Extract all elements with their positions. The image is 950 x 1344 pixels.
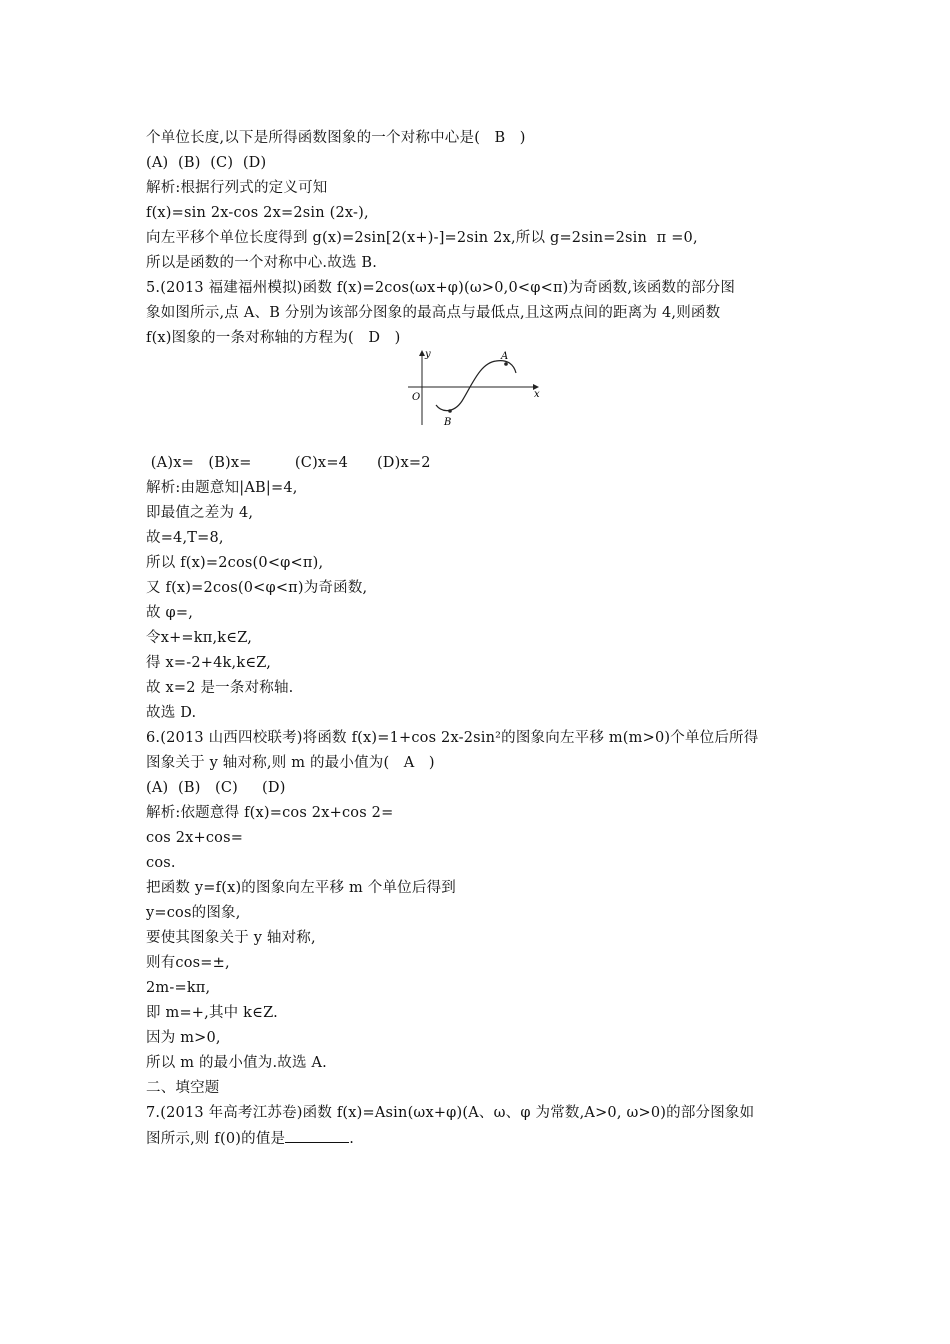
text-line: y=cos的图象, xyxy=(146,905,241,921)
section-heading: 二、填空题 xyxy=(146,1080,220,1096)
text-line: 故 x=2 是一条对称轴. xyxy=(146,680,294,696)
text-line: 解析:由题意知|AB|=4, xyxy=(146,480,298,496)
text-line: 解析:根据行列式的定义可知 xyxy=(146,180,328,196)
text-line: 7.(2013 年高考江苏卷)函数 f(x)=Asin(ωx+φ)(A、ω、φ 为常数,A>0, ω>0)的部分图象如 xyxy=(146,1105,755,1121)
text-line: (A) (B) (C) (D) xyxy=(146,155,267,171)
text-line: 即 m=+,其中 k∈Z. xyxy=(146,1005,278,1021)
y-axis-label: y xyxy=(425,349,431,360)
text-line: 因为 m>0, xyxy=(146,1030,221,1046)
text-line: 得 x=-2+4k,k∈Z, xyxy=(146,655,272,671)
origin-label: O xyxy=(412,392,421,403)
text-line: 个单位长度,以下是所得函数图象的一个对称中心是( B ) xyxy=(146,130,526,146)
point-b-label: B xyxy=(444,417,452,428)
text-line: f(x)图象的一条对称轴的方程为( D ) xyxy=(146,330,401,346)
text-line: 即最值之差为 4, xyxy=(146,505,254,521)
text-line: 象如图所示,点 A、B 分别为该部分图象的最高点与最低点,且这两点间的距离为 4,则函数 xyxy=(146,305,721,321)
text-line: 所以 f(x)=2cos(0<φ<π), xyxy=(146,555,324,571)
text-line: (A) (B) (C) (D) xyxy=(146,780,286,796)
answer-blank xyxy=(285,1128,349,1143)
text-line: 2m-=kπ, xyxy=(146,980,211,996)
text-line: cos. xyxy=(146,855,176,871)
text-line: 令x+=kπ,k∈Z, xyxy=(146,630,253,646)
sine-curve-graph xyxy=(404,345,548,431)
text-line: 又 f(x)=2cos(0<φ<π)为奇函数, xyxy=(146,580,368,596)
text-line: 解析:依题意得 f(x)=cos 2x+cos 2= xyxy=(146,805,394,821)
text-line: 则有cos=±, xyxy=(146,955,230,971)
text-line: 向左平移个单位长度得到 g(x)=2sin[2(x+)-]=2sin 2x,所以 g=2sin=2sin π =0, xyxy=(146,230,698,246)
text-line xyxy=(146,1128,354,1149)
text-line: 故 φ=, xyxy=(146,605,194,621)
text-line: 图象关于 y 轴对称,则 m 的最小值为( A ) xyxy=(146,755,435,771)
point-a-label: A xyxy=(501,351,509,362)
text-line: 要使其图象关于 y 轴对称, xyxy=(146,930,316,946)
text-line: 5.(2013 福建福州模拟)函数 f(x)=2cos(ωx+φ)(ω>0,0<φ<π)为奇函数,该函数的部分图 xyxy=(146,280,736,296)
x-axis-label: x xyxy=(534,389,540,400)
text-line: 所以是函数的一个对称中心.故选 B. xyxy=(146,255,378,271)
question-end: . xyxy=(349,1131,355,1147)
curve-path xyxy=(436,361,516,411)
text-line: 把函数 y=f(x)的图象向左平移 m 个单位后得到 xyxy=(146,880,456,896)
question-text: 图所示,则 f(0)的值是 xyxy=(146,1131,286,1147)
function-graph-figure xyxy=(404,345,548,431)
point-a-dot xyxy=(504,362,508,366)
text-line: 故=4,T=8, xyxy=(146,530,224,546)
text-line: f(x)=sin 2x-cos 2x=2sin (2x-), xyxy=(146,205,369,221)
text-line: cos 2x+cos= xyxy=(146,830,244,846)
text-line: 所以 m 的最小值为.故选 A. xyxy=(146,1055,327,1071)
text-line: 6.(2013 山西四校联考)将函数 f(x)=1+cos 2x-2sin²的图象向左平移 m(m>0)个单位后所得 xyxy=(146,730,759,746)
text-line: 故选 D. xyxy=(146,705,197,721)
point-b-dot xyxy=(448,409,452,413)
text-line: (A)x= (B)x= (C)x=4 (D)x=2 xyxy=(146,455,431,471)
